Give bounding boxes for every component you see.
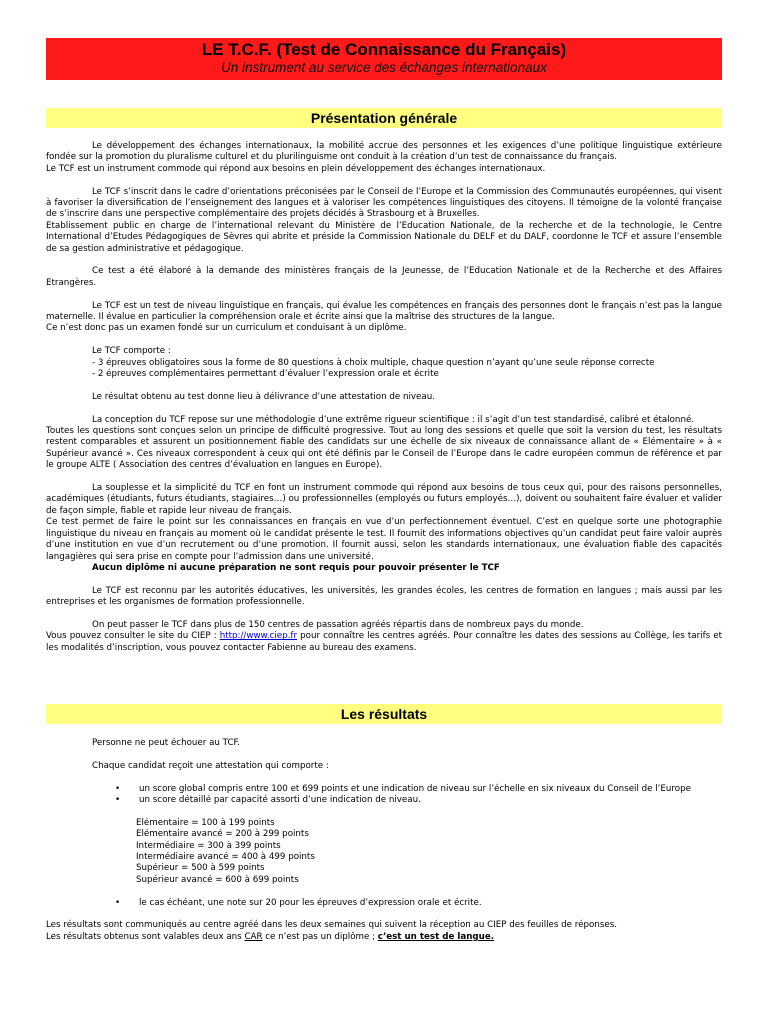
bullet-text: un score détaillé par capacité assorti d’une indication de niveau. <box>139 795 421 805</box>
car-underlined: CAR <box>244 931 263 942</box>
paragraph: Le TCF est un test de niveau linguistique en français, qui évalue les compétences en français des personnes dont le français n’est pas la langue maternelle. Il évalue en particulier la compréhension orale et écrite ainsi que la maîtrise des structures de la langue. <box>46 300 722 323</box>
paragraph: Le TCF s’inscrit dans le cadre d’orientations préconisées par le Conseil de l’Europe et la Commission des Communautés européennes, qui visent à favoriser la diversification de l’enseignement des langues et à valoriser les compétences linguistiques des citoyens. Il témoigne de la volonté française de s’inscrire dans une perspective complémentaire des projets décidés à Strasbourg et à Bruxelles. <box>46 186 722 220</box>
bullet-item <box>46 784 722 795</box>
document-title: LE T.C.F. (Test de Connaissance du Français) <box>201 40 567 59</box>
document-subtitle: Un instrument au service des échanges internationaux <box>221 60 547 75</box>
bullet-item <box>46 898 722 909</box>
paragraph: Chaque candidat reçoit une attestation qui comporte : <box>92 760 329 771</box>
bullet-text: un score global compris entre 100 et 699 points et une indication de niveau sur l’échelle en six niveaux du Conseil de l’Europe <box>139 783 691 794</box>
paragraph <box>46 631 722 654</box>
paragraph: Les résultats sont communiqués au centre agréé dans les deux semaines qui suivent la réception au CIEP des feuilles de réponses. <box>46 920 618 931</box>
text: Les résultats obtenus sont valables deux ans <box>46 931 245 942</box>
text: Vous pouvez consulter le site du CIEP : <box>46 631 220 642</box>
score-levels <box>46 818 722 886</box>
paragraph: Etablissement public en charge de l’international relevant du Ministère de l’Education Nationale, de la recherche et de la technologie, le Centre International d’Etudes Pédagogiques de Sèvres qui abrite et préside la Commission Nationale du DELF et du DALF, coordonne le TCF et assure l’ensemble de sa gestion administrative et pédagogique. <box>46 220 722 254</box>
emphasis-line: Aucun diplôme ni aucune préparation ne sont requis pour pouvoir présenter le TCF <box>92 562 500 573</box>
bullet-item <box>46 795 722 806</box>
list-item: - 2 épreuves complémentaires permettant d’évaluer l’expression orale et écrite <box>92 369 439 380</box>
section-presentation-body <box>46 141 722 654</box>
bullet-text: le cas échéant, une note sur 20 pour les épreuves d’expression orale et écrite. <box>139 897 482 908</box>
score-level: Supérieur avancé = 600 à 699 points <box>136 874 299 885</box>
paragraph: Ce test a été élaboré à la demande des ministères français de la Jeunesse, de l’Education Nationale et de la Recherche et des Affaires Etrangères. <box>46 266 722 288</box>
text: pour connaître les centres agréés. Pour connaître les dates des sessions au Collège, les tarifs et les modalités d’inscription, vous pouvez contacter Fabienne au bureau des examens. <box>46 631 722 653</box>
bullet-icon: • <box>115 783 121 794</box>
paragraph: La conception du TCF repose sur une méthodologie d’une extrême rigueur scientifique : il s’agit d’un test standardisé, calibré et étalonné. <box>92 414 695 425</box>
paragraph: Le TCF est un instrument commode qui répond aux besoins en plein développement des échanges internationaux. <box>46 163 546 174</box>
paragraph: Ce test permet de faire le point sur les connaissances en français en vue d’un perfectionnement éventuel. C’est en quelque sorte une photographie linguistique du niveau en français au moment où le candidat présente le test. Il fournit des informations objectives qu’un candidat peut faire valoir auprès d’une institution en vue d’un recrutement ou d’une promotion. Il fournit aussi, selon les standards internationaux, une évaluation fiable des capacités langagières qui sera prise en compte pour l’admission dans une université. <box>46 517 722 562</box>
section-resultats-body <box>46 738 722 943</box>
paragraph: La souplesse et la simplicité du TCF en font un instrument commode qui répond aux besoins de tous ceux qui, pour des raisons personnelles, académiques (étudiants, futurs étudiants, stagiaires…) ou professionnelles (employés ou futurs employés…), doivent ou souhaitent faire évaluer et valider de façon simple, fiable et rapide leur niveau de français. <box>46 483 723 516</box>
paragraph: Le résultat obtenu au test donne lieu à délivrance d’une attestation de niveau. <box>92 391 435 402</box>
bullet-icon: • <box>115 795 121 805</box>
score-level: Elémentaire avancé = 200 à 299 points <box>136 829 309 840</box>
score-level: Elémentaire = 100 à 199 points <box>136 817 275 828</box>
score-level: Intermédiaire avancé = 400 à 499 points <box>136 852 315 863</box>
score-level: Intermédiaire = 300 à 399 points <box>136 840 281 851</box>
paragraph: Toutes les questions sont conçues selon un principe de difficulté progressive. Tout au long des sessions et quelle que soit la version du test, les résultats restent comparables et assurent un positionnement fiable des candidats sur une échelle de six niveaux de connaissance allant de « Elémentaire » à « Supérieur avancé ». Ces niveaux correspondent à ceux qui ont été définis par le Conseil de l’Europe dans le cadre européen commun de référence et par le groupe ALTE ( Association des centres d’évaluation en langues en Europe). <box>46 426 722 471</box>
score-level: Supérieur = 500 à 599 points <box>136 863 265 874</box>
paragraph: Le TCF est reconnu par les autorités éducatives, les universités, les grandes écoles, les centres de formation en langues ; mais aussi par les entreprises et les organismes de formation professionnelle. <box>46 585 722 608</box>
paragraph: Le TCF comporte : <box>92 346 171 357</box>
bullet-icon: • <box>115 897 121 908</box>
paragraph: Personne ne peut échouer au TCF. <box>92 738 240 748</box>
paragraph <box>46 932 722 943</box>
document-header <box>46 38 722 80</box>
section-title-presentation: Présentation générale <box>46 108 722 128</box>
paragraph: Le développement des échanges internationaux, la mobilité accrue des personnes et les exigences d’une politique linguistique extérieure fondée sur la promotion du pluralisme culturel et du plurilinguisme ont conduit à la création d’un test de connaissance du français. <box>46 141 722 163</box>
ciep-link[interactable]: http://www.ciep.fr <box>219 631 298 642</box>
section-title-resultats: Les résultats <box>46 704 722 724</box>
text: ce n’est pas un diplôme ; <box>262 931 378 942</box>
paragraph: On peut passer le TCF dans plus de 150 centres de passation agréés répartis dans de nombreux pays du monde. <box>92 619 584 630</box>
list-item: - 3 épreuves obligatoires sous la forme de 80 questions à choix multiple, chaque question n’ayant qu’une seule réponse correcte <box>92 357 655 368</box>
paragraph: Ce n’est donc pas un examen fondé sur un curriculum et conduisant à un diplôme. <box>46 323 407 334</box>
test-de-langue-emphasis: c’est un test de langue. <box>377 931 495 942</box>
